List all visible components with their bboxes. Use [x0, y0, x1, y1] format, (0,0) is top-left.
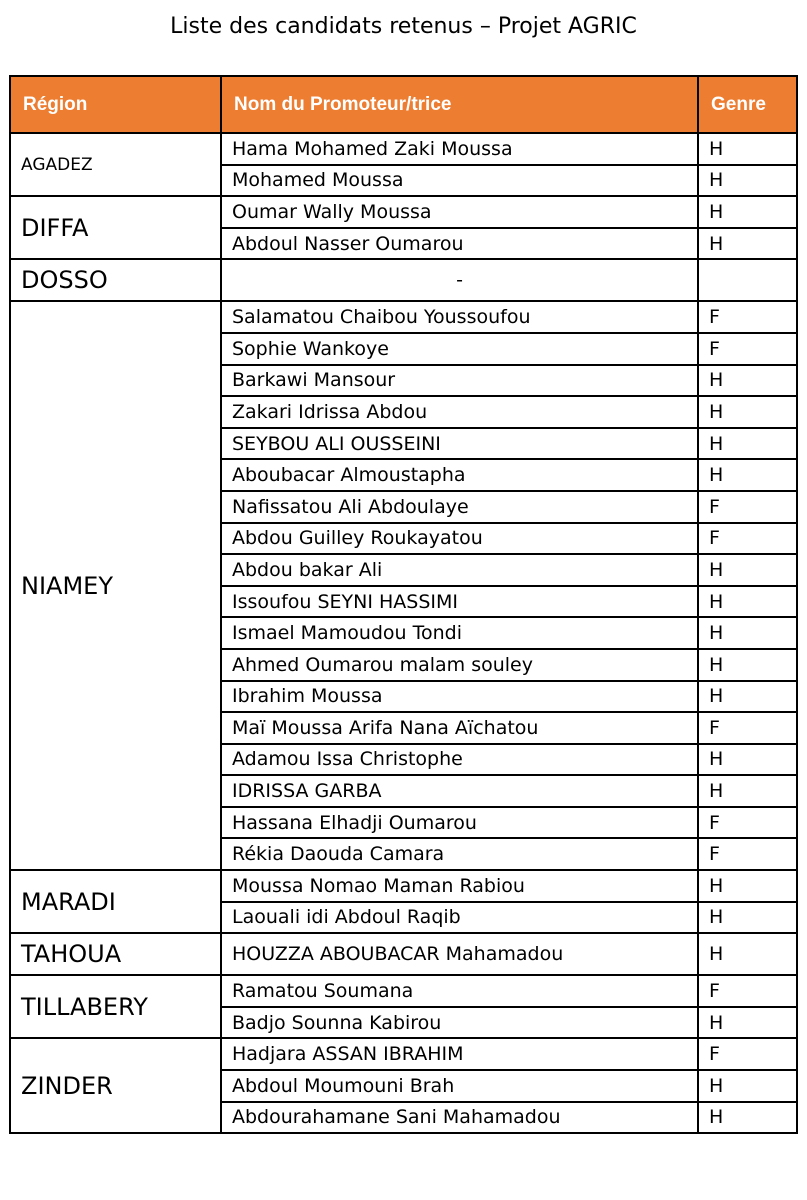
region-cell: DIFFA	[10, 196, 221, 259]
name-cell: Sophie Wankoye	[221, 333, 698, 365]
header-genre: Genre	[698, 76, 797, 133]
genre-cell: H	[698, 228, 797, 260]
region-cell: NIAMEY	[10, 301, 221, 870]
name-cell: Adamou Issa Christophe	[221, 744, 698, 776]
genre-cell: H	[698, 365, 797, 397]
name-cell: Mohamed Moussa	[221, 165, 698, 197]
genre-cell: F	[698, 838, 797, 870]
name-cell: IDRISSA GARBA	[221, 775, 698, 807]
genre-cell: H	[698, 649, 797, 681]
region-cell: AGADEZ	[10, 133, 221, 196]
name-cell: Aboubacar Almoustapha	[221, 459, 698, 491]
region-cell: TILLABERY	[10, 975, 221, 1038]
name-cell: Zakari Idrissa Abdou	[221, 396, 698, 428]
genre-cell: H	[698, 744, 797, 776]
name-cell: HOUZZA ABOUBACAR Mahamadou	[221, 933, 698, 975]
genre-cell: H	[698, 554, 797, 586]
name-cell: Barkawi Mansour	[221, 365, 698, 397]
genre-cell: H	[698, 428, 797, 460]
genre-cell: F	[698, 712, 797, 744]
name-cell: -	[221, 259, 698, 301]
genre-cell	[698, 259, 797, 301]
genre-cell: H	[698, 870, 797, 902]
region-cell: DOSSO	[10, 259, 221, 301]
name-cell: Issoufou SEYNI HASSIMI	[221, 586, 698, 618]
name-cell: Salamatou Chaibou Youssoufou	[221, 301, 698, 333]
region-cell: TAHOUA	[10, 933, 221, 975]
name-cell: Badjo Sounna Kabirou	[221, 1007, 698, 1039]
candidates-table	[9, 75, 798, 1134]
name-cell: Ibrahim Moussa	[221, 681, 698, 713]
genre-cell: H	[698, 617, 797, 649]
name-cell: Hama Mohamed Zaki Moussa	[221, 133, 698, 165]
genre-cell: H	[698, 933, 797, 975]
name-cell: Abdoul Moumouni Brah	[221, 1070, 698, 1102]
genre-cell: H	[698, 775, 797, 807]
table-row	[10, 259, 797, 301]
genre-cell: H	[698, 1007, 797, 1039]
genre-cell: F	[698, 301, 797, 333]
header-region: Région	[10, 76, 221, 133]
genre-cell: H	[698, 165, 797, 197]
genre-cell: H	[698, 396, 797, 428]
table-row	[10, 196, 797, 228]
header-name: Nom du Promoteur/trice	[221, 76, 698, 133]
genre-cell: F	[698, 807, 797, 839]
genre-cell: H	[698, 133, 797, 165]
genre-cell: H	[698, 586, 797, 618]
table-body	[10, 133, 797, 1133]
genre-cell: F	[698, 523, 797, 555]
region-cell: ZINDER	[10, 1038, 221, 1133]
genre-cell: F	[698, 333, 797, 365]
table-row	[10, 933, 797, 975]
genre-cell: F	[698, 491, 797, 523]
genre-cell: F	[698, 1038, 797, 1070]
name-cell: Abdou Guilley Roukayatou	[221, 523, 698, 555]
genre-cell: H	[698, 681, 797, 713]
table-header-row	[10, 76, 797, 133]
name-cell: Ramatou Soumana	[221, 975, 698, 1007]
name-cell: Ismael Mamoudou Tondi	[221, 617, 698, 649]
name-cell: Maï Moussa Arifa Nana Aïchatou	[221, 712, 698, 744]
table-row	[10, 975, 797, 1007]
genre-cell: H	[698, 459, 797, 491]
genre-cell: F	[698, 975, 797, 1007]
table-row	[10, 870, 797, 902]
table-row	[10, 301, 797, 333]
name-cell: Hadjara ASSAN IBRAHIM	[221, 1038, 698, 1070]
genre-cell: H	[698, 1102, 797, 1134]
name-cell: Laouali idi Abdoul Raqib	[221, 902, 698, 934]
name-cell: Abdoul Nasser Oumarou	[221, 228, 698, 260]
name-cell: Ahmed Oumarou malam souley	[221, 649, 698, 681]
name-cell: Rékia Daouda Camara	[221, 838, 698, 870]
name-cell: Abdourahamane Sani Mahamadou	[221, 1102, 698, 1134]
table-row	[10, 133, 797, 165]
name-cell: Nafissatou Ali Abdoulaye	[221, 491, 698, 523]
page-title: Liste des candidats retenus – Projet AGRIC	[170, 14, 637, 39]
name-cell: Moussa Nomao Maman Rabiou	[221, 870, 698, 902]
genre-cell: H	[698, 196, 797, 228]
name-cell: Hassana Elhadji Oumarou	[221, 807, 698, 839]
genre-cell: H	[698, 1070, 797, 1102]
name-cell: Oumar Wally Moussa	[221, 196, 698, 228]
genre-cell: H	[698, 902, 797, 934]
name-cell: Abdou bakar Ali	[221, 554, 698, 586]
table-row	[10, 1038, 797, 1070]
name-cell: SEYBOU ALI OUSSEINI	[221, 428, 698, 460]
region-cell: MARADI	[10, 870, 221, 933]
